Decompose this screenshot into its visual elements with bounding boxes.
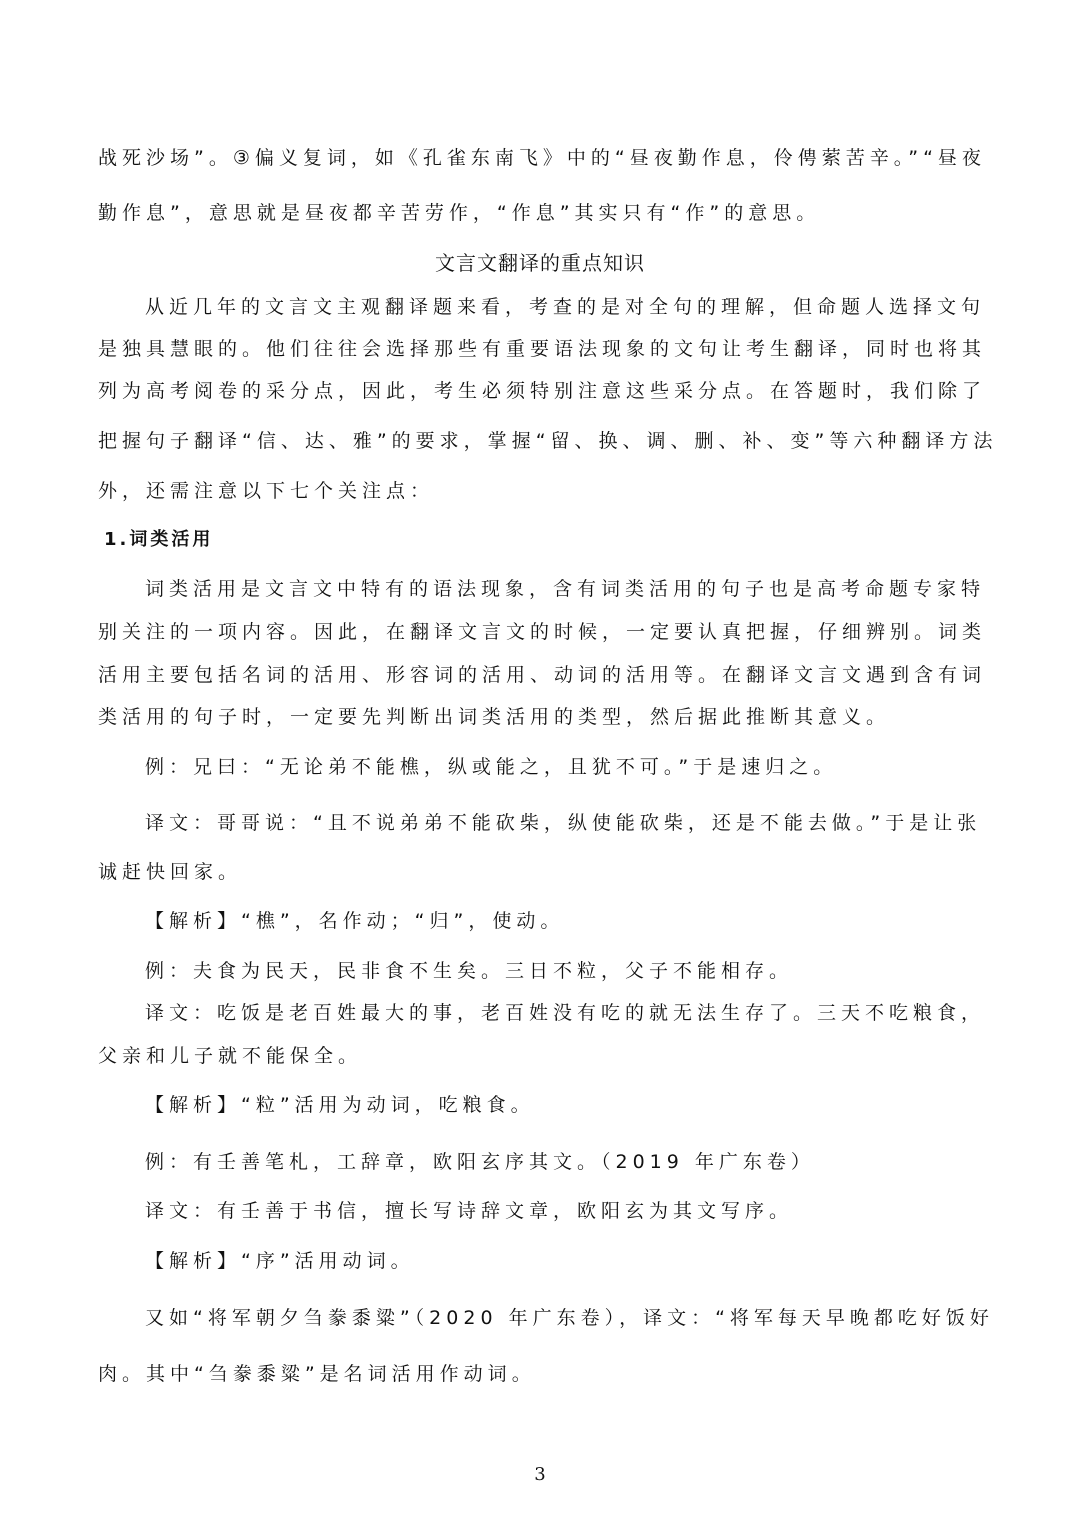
page-number: 3 xyxy=(534,1464,546,1485)
paragraph-line: 活用主要包括名词的活用、形容词的活用、动词的活用等。在翻译文言文遇到含有词 xyxy=(98,664,987,686)
paragraph-line: 勤作息”，意思就是昼夜都辛苦劳作，“作息”其实只有“作”的意思。 xyxy=(98,202,821,224)
translation-line: 父亲和儿子就不能保全。 xyxy=(98,1045,363,1067)
translation-line: 译文：有壬善于书信，擅长写诗辞文章，欧阳玄为其文写序。 xyxy=(145,1200,794,1222)
paragraph-line: 从近几年的文言文主观翻译题来看，考查的是对全句的理解，但命题人选择文句 xyxy=(145,296,986,318)
example-line: 例：兄曰：“无论弟不能樵，纵或能之，且犹不可。”于是速归之。 xyxy=(145,756,838,778)
paragraph-line: 把握句子翻译“信、达、雅”的要求，掌握“留、换、调、删、补、变”等六种翻译方法 xyxy=(98,430,998,452)
paragraph-line: 战死沙场”。③偏义复词，如《孔雀东南飞》中的“昼夜勤作息，伶俜萦苦辛。”“昼夜 xyxy=(98,147,986,169)
analysis-line: 【解析】“序”活用动词。 xyxy=(145,1250,415,1272)
analysis-line: 【解析】“樵”，名作动；“归”，使动。 xyxy=(145,910,565,932)
translation-line: 译文：吃饭是老百姓最大的事，老百姓没有吃的就无法生存了。三天不吃粮食， xyxy=(145,1002,986,1024)
paragraph-line: 词类活用是文言文中特有的语法现象，含有词类活用的句子也是高考命题专家特 xyxy=(145,578,986,600)
paragraph-line: 是独具慧眼的。他们往往会选择那些有重要语法现象的文句让考生翻译，同时也将其 xyxy=(98,338,987,360)
paragraph-line: 又如“将军朝夕刍豢黍粱”（2020 年广东卷），译文：“将军每天早晚都吃好饭好 xyxy=(145,1307,994,1329)
paragraph-line: 列为高考阅卷的采分点，因此，考生必须特别注意这些采分点。在答题时，我们除了 xyxy=(98,380,987,402)
example-line: 例：夫食为民天，民非食不生矣。三日不粒，父子不能相存。 xyxy=(145,960,794,982)
example-line: 例：有壬善笔札，工辞章，欧阳玄序其文。（2019 年广东卷） xyxy=(145,1151,815,1173)
analysis-line: 【解析】“粒”活用为动词，吃粮食。 xyxy=(145,1094,535,1116)
paragraph-line: 类活用的句子时，一定要先判断出词类活用的类型，然后据此推断其意义。 xyxy=(98,706,891,728)
translation-line: 诚赶快回家。 xyxy=(98,861,243,883)
translation-line: 译文：哥哥说：“且不说弟弟不能砍柴，纵使能砍柴，还是不能去做。”于是让张 xyxy=(145,812,982,834)
paragraph-line: 外，还需注意以下七个关注点： xyxy=(98,480,435,502)
subsection-heading: 1.词类活用 xyxy=(104,529,214,550)
paragraph-line: 别关注的一项内容。因此，在翻译文言文的时候，一定要认真把握，仔细辨别。词类 xyxy=(98,621,987,643)
paragraph-line: 肉。其中“刍豢黍粱”是名词活用作动词。 xyxy=(98,1363,536,1385)
section-title: 文言文翻译的重点知识 xyxy=(435,251,645,275)
